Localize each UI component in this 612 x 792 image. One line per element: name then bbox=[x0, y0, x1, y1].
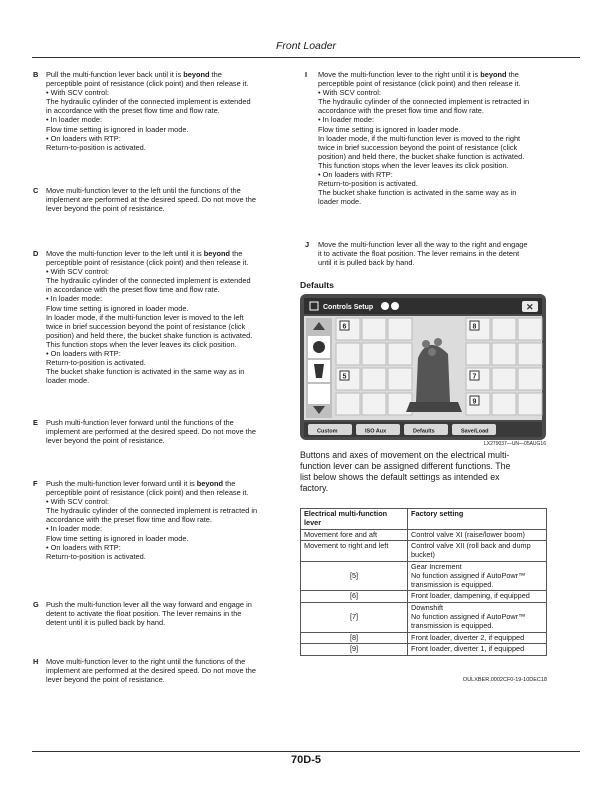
text-run: • In loader mode: bbox=[46, 524, 102, 534]
text-line bbox=[318, 152, 529, 161]
text-line bbox=[46, 436, 256, 445]
lever-cell: [7] bbox=[301, 603, 408, 632]
instruction-letter: B bbox=[33, 70, 39, 79]
text-run: the bbox=[506, 70, 519, 79]
close-icon: ✕ bbox=[526, 302, 534, 312]
text-line bbox=[46, 186, 256, 195]
text-run: in accordance with the preset flow time and flow rate. bbox=[46, 285, 220, 295]
text-line bbox=[46, 304, 252, 313]
assignment-slot[interactable] bbox=[492, 393, 516, 415]
text-run: beyond bbox=[183, 70, 210, 79]
text-line bbox=[46, 285, 252, 294]
slot-number-5: 5 bbox=[342, 373, 347, 381]
instruction-letter: C bbox=[33, 186, 39, 195]
text-line bbox=[46, 322, 252, 331]
button-label: ISO Aux bbox=[365, 428, 387, 435]
slot-number-8: 8 bbox=[472, 323, 477, 331]
text-run: • On loaders with RTP: bbox=[318, 170, 393, 180]
assignment-slot[interactable] bbox=[362, 393, 386, 415]
text-line bbox=[46, 675, 256, 684]
setting-cell bbox=[408, 632, 547, 644]
text-line bbox=[46, 418, 256, 427]
setting-line: transmission is equipped. bbox=[411, 579, 494, 589]
text-run: loader mode. bbox=[46, 376, 90, 386]
help-icon bbox=[391, 302, 399, 310]
text-line bbox=[318, 179, 529, 188]
text-line bbox=[46, 515, 257, 524]
instruction-text bbox=[318, 240, 528, 267]
text-run: the bbox=[230, 249, 243, 258]
text-run: • In loader mode: bbox=[46, 294, 102, 304]
setting-cell bbox=[408, 644, 547, 656]
setting-line: Front loader, diverter 1, if equipped bbox=[411, 644, 525, 654]
text-run: • With SCV control: bbox=[46, 88, 109, 98]
text-line bbox=[46, 249, 252, 258]
instruction-text bbox=[318, 70, 529, 206]
text-run: lever beyond the point of resistance. bbox=[46, 204, 165, 214]
text-run: Move the multi-function lever to the right until it is bbox=[318, 70, 481, 79]
text-run: Pull the multi-function lever back until it is bbox=[46, 70, 184, 79]
controls-setup-figure bbox=[300, 294, 546, 440]
text-run: • With SCV control: bbox=[46, 497, 109, 507]
text-run: Move multi-function lever to the left until the functions of the bbox=[46, 186, 241, 195]
text-run: loader mode. bbox=[318, 197, 362, 207]
intro-line: factory. bbox=[300, 483, 329, 493]
assignment-slot[interactable] bbox=[362, 318, 386, 340]
setting-line: bucket) bbox=[411, 550, 435, 560]
lever-cell: Movement to right and left bbox=[301, 541, 408, 562]
text-line bbox=[46, 666, 256, 675]
text-run: • On loaders with RTP: bbox=[46, 542, 121, 552]
text-run: • With SCV control: bbox=[46, 267, 109, 277]
text-line bbox=[46, 427, 256, 436]
text-run: • On loaders with RTP: bbox=[46, 349, 121, 359]
text-run: The bucket shake function is activated in the same way as in bbox=[318, 188, 517, 198]
text-run: • In loader mode: bbox=[46, 115, 102, 125]
text-line bbox=[46, 479, 257, 488]
text-line bbox=[46, 97, 251, 106]
instruction-letter: H bbox=[33, 657, 39, 666]
setting-cell bbox=[408, 591, 547, 603]
text-run: • In loader mode: bbox=[318, 115, 374, 125]
text-line bbox=[46, 657, 256, 666]
intro-line: list below shows the default settings as intended ex bbox=[300, 472, 500, 482]
lever-cell: [5] bbox=[301, 561, 408, 590]
text-run: This function stops when the lever leaves its click position. bbox=[318, 160, 509, 170]
text-run: Push the multi-function lever all the way forward and engage in bbox=[46, 600, 252, 609]
text-line bbox=[46, 600, 252, 609]
table-header-row bbox=[301, 509, 547, 530]
buttons-tab-icon[interactable] bbox=[308, 384, 330, 404]
text-run: perceptible point of resistance (click point) and then release it. bbox=[318, 79, 521, 89]
text-line bbox=[46, 79, 251, 88]
text-line bbox=[318, 106, 529, 115]
instruction-letter: I bbox=[305, 70, 308, 79]
text-run: Return-to-position is activated. bbox=[318, 179, 418, 189]
instruction-text bbox=[46, 186, 256, 213]
table-header-setting: Factory setting bbox=[408, 509, 547, 530]
text-line bbox=[318, 161, 529, 170]
assignment-slot[interactable] bbox=[518, 368, 542, 390]
text-line bbox=[46, 358, 252, 367]
assignment-slot[interactable] bbox=[518, 343, 542, 365]
assignment-slot[interactable] bbox=[388, 368, 412, 390]
page-number: 70D-5 bbox=[291, 754, 321, 766]
text-run: • On loaders with RTP: bbox=[46, 133, 121, 143]
text-run: The hydraulic cylinder of the connected implement is retracted in bbox=[46, 506, 258, 516]
assignment-slot[interactable] bbox=[518, 318, 542, 340]
text-line bbox=[46, 88, 251, 97]
assignment-slot[interactable] bbox=[492, 368, 516, 390]
text-line bbox=[46, 294, 252, 303]
instruction-text bbox=[46, 600, 252, 627]
text-run: perceptible point of resistance (click point) and then release it. bbox=[46, 79, 249, 89]
text-run: beyond bbox=[196, 479, 224, 488]
setting-line: Control valve XII (roll back and dump bbox=[411, 541, 531, 551]
text-run: Return-to-position is activated. bbox=[46, 551, 146, 561]
text-line bbox=[318, 125, 529, 134]
text-line bbox=[46, 543, 257, 552]
text-line bbox=[46, 340, 252, 349]
text-line bbox=[46, 125, 251, 134]
setting-line: Control valve XI (raise/lower boom) bbox=[411, 529, 525, 539]
text-line bbox=[46, 349, 252, 358]
text-run: Return-to-position is activated. bbox=[46, 142, 146, 152]
slot-number-9: 9 bbox=[472, 398, 477, 406]
text-run: Move multi-function lever to the right until the functions of the bbox=[46, 657, 246, 666]
text-run: This function stops when the lever leaves its click position. bbox=[46, 339, 237, 349]
instruction-letter: G bbox=[33, 600, 39, 609]
text-run: Flow time setting is ignored in loader mode. bbox=[46, 533, 189, 543]
text-line bbox=[318, 240, 528, 249]
text-line bbox=[46, 204, 256, 213]
text-line bbox=[46, 106, 251, 115]
text-line bbox=[46, 376, 252, 385]
text-line bbox=[318, 258, 528, 267]
text-run: lever beyond the point of resistance. bbox=[46, 675, 165, 685]
text-line bbox=[318, 70, 529, 79]
instruction-letter: F bbox=[33, 479, 38, 488]
assignment-slot[interactable] bbox=[388, 318, 412, 340]
text-run: Move the multi-function lever to the left until it is bbox=[46, 249, 204, 258]
setting-line: No function assigned if AutoPowr™ bbox=[411, 570, 526, 580]
lever-cell: [6] bbox=[301, 591, 408, 603]
text-run: implement are performed at the desired speed. Do not move the bbox=[46, 666, 256, 676]
text-run: position) and held there, the bucket shake function is activated. bbox=[318, 151, 525, 161]
table-row bbox=[301, 561, 547, 590]
table-row bbox=[301, 529, 547, 541]
setting-line: transmission is equipped. bbox=[411, 620, 494, 630]
instruction-letter: J bbox=[305, 240, 310, 249]
text-line bbox=[318, 170, 529, 179]
table-header-lever: Electrical multi-function lever bbox=[301, 509, 408, 530]
header-rule bbox=[32, 57, 580, 58]
assignment-slot[interactable] bbox=[336, 343, 360, 365]
text-run: perceptible point of resistance (click point) and then release it. bbox=[46, 258, 249, 268]
text-run: In loader mode, if the multi-function lever is moved to the right bbox=[318, 133, 521, 143]
text-line bbox=[46, 534, 257, 543]
text-run: detent until it is pulled back by hand. bbox=[46, 618, 166, 628]
text-line bbox=[46, 134, 251, 143]
button-label: Custom bbox=[317, 428, 338, 435]
page-header: Front Loader bbox=[275, 40, 337, 52]
text-line bbox=[318, 143, 529, 152]
text-run: Return-to-position is activated. bbox=[46, 358, 146, 368]
text-run: position) and held there, the bucket shake function is activated. bbox=[46, 330, 253, 340]
intro-line: function lever can be assigned different functions. The bbox=[300, 461, 511, 471]
text-line bbox=[46, 143, 251, 152]
setting-cell bbox=[408, 603, 547, 632]
text-run: beyond bbox=[480, 70, 507, 79]
text-line bbox=[318, 134, 529, 143]
instruction-text bbox=[46, 70, 251, 152]
text-run: perceptible point of resistance (click point) and then release it. bbox=[46, 488, 249, 498]
table-row bbox=[301, 541, 547, 562]
defaults-intro bbox=[300, 450, 548, 494]
info-icon bbox=[381, 302, 389, 310]
button-label: Save/Load bbox=[461, 428, 489, 435]
text-line bbox=[46, 70, 251, 79]
defaults-table bbox=[300, 508, 547, 656]
assignment-slot[interactable] bbox=[336, 393, 360, 415]
text-run: Flow time setting is ignored in loader mode. bbox=[318, 124, 461, 134]
lever-cell: [9] bbox=[301, 644, 408, 656]
text-run: Flow time setting is ignored in loader mode. bbox=[46, 303, 189, 313]
figure-caption: LX279037—UN—05AUG16 bbox=[484, 441, 546, 447]
lever-cell: [8] bbox=[301, 632, 408, 644]
slot-number-6: 6 bbox=[342, 323, 347, 331]
instruction-text bbox=[46, 657, 256, 684]
text-line bbox=[46, 115, 251, 124]
text-line bbox=[46, 618, 252, 627]
text-run: the bbox=[209, 70, 222, 79]
text-run: accordance with the preset flow time and flow rate. bbox=[46, 515, 212, 525]
text-line bbox=[318, 88, 529, 97]
table-row bbox=[301, 632, 547, 644]
text-line bbox=[318, 249, 528, 258]
assignment-slot[interactable] bbox=[362, 343, 386, 365]
text-line bbox=[46, 506, 257, 515]
text-line bbox=[318, 188, 529, 197]
text-run: accordance with the preset flow time and flow rate. bbox=[318, 106, 484, 116]
text-run: the bbox=[223, 479, 236, 488]
setting-cell bbox=[408, 529, 547, 541]
assignment-slot[interactable] bbox=[388, 343, 412, 365]
instruction-text bbox=[46, 479, 257, 561]
text-line bbox=[46, 552, 257, 561]
defaults-heading: Defaults bbox=[300, 280, 334, 290]
text-run: implement are performed at the desired speed. Do not move the bbox=[46, 427, 256, 437]
slot-number-7: 7 bbox=[472, 373, 477, 381]
table-row bbox=[301, 603, 547, 632]
setting-cell bbox=[408, 541, 547, 562]
setting-cell bbox=[408, 561, 547, 590]
text-run: The hydraulic cylinder of the connected implement is extended bbox=[46, 97, 251, 107]
text-line bbox=[46, 497, 257, 506]
text-line bbox=[318, 79, 529, 88]
text-run: The hydraulic cylinder of the connected implement is retracted in bbox=[318, 97, 530, 107]
assignment-slot[interactable] bbox=[362, 368, 386, 390]
intro-line: Buttons and axes of movement on the electrical multi- bbox=[300, 450, 510, 460]
instruction-letter: E bbox=[33, 418, 38, 427]
text-run: implement are performed at the desired speed. Do not move the bbox=[46, 195, 256, 205]
text-run: beyond bbox=[203, 249, 231, 258]
text-run: Flow time setting is ignored in loader mode. bbox=[46, 124, 189, 134]
instruction-letter: D bbox=[33, 249, 39, 258]
table-row bbox=[301, 644, 547, 656]
text-run: lever beyond the point of resistance. bbox=[46, 436, 165, 446]
setting-line: No function assigned if AutoPowr™ bbox=[411, 611, 526, 621]
controls-setup-screen bbox=[300, 294, 546, 440]
text-line bbox=[46, 524, 257, 533]
text-line bbox=[318, 197, 529, 206]
footer-rule bbox=[32, 751, 580, 752]
text-run: twice in brief succession beyond the point of resistance (click bbox=[318, 142, 518, 152]
setting-line: Gear Increment bbox=[411, 561, 462, 571]
setting-line: Downshift bbox=[411, 603, 444, 613]
text-run: until it is pulled back by hand. bbox=[318, 258, 415, 268]
table-row bbox=[301, 591, 547, 603]
figure-title: Controls Setup bbox=[323, 304, 374, 311]
assignment-slot[interactable] bbox=[492, 343, 516, 365]
text-line bbox=[318, 97, 529, 106]
text-line bbox=[46, 195, 256, 204]
setting-line: Front loader, diverter 2, if equipped bbox=[411, 632, 525, 642]
assignment-slot[interactable] bbox=[518, 393, 542, 415]
text-line bbox=[46, 367, 252, 376]
text-line bbox=[46, 488, 257, 497]
text-line bbox=[46, 609, 252, 618]
text-run: Move the multi-function lever all the way to the right and engage bbox=[318, 240, 528, 249]
text-line bbox=[46, 331, 252, 340]
text-run: detent to activate the float position. The lever remains in the bbox=[46, 609, 242, 619]
text-line bbox=[46, 276, 252, 285]
text-run: twice in brief succession beyond the point of resistance (click bbox=[46, 321, 246, 331]
document-reference: OULXBER,0002CF0-19-10DEC18 bbox=[462, 677, 547, 683]
instruction-text bbox=[46, 418, 256, 445]
text-line bbox=[46, 313, 252, 322]
button-label: Defaults bbox=[413, 428, 435, 435]
assignment-slot[interactable] bbox=[492, 318, 516, 340]
assignment-slot[interactable] bbox=[466, 343, 490, 365]
text-run: In loader mode, if the multi-function lever is moved to the left bbox=[46, 312, 244, 322]
instruction-text bbox=[46, 249, 252, 385]
text-run: • With SCV control: bbox=[318, 88, 381, 98]
text-run: The hydraulic cylinder of the connected implement is extended bbox=[46, 276, 251, 286]
text-run: in accordance with the preset flow time and flow rate. bbox=[46, 106, 220, 116]
text-line bbox=[46, 258, 252, 267]
text-run: Push the multi-function lever forward until it is bbox=[46, 479, 197, 488]
text-line bbox=[318, 115, 529, 124]
lever-cell: Movement fore and aft bbox=[301, 529, 408, 541]
setting-line: Front loader, dampening, if equipped bbox=[411, 591, 530, 601]
text-run: The bucket shake function is activated in the same way as in bbox=[46, 367, 245, 377]
text-run: it to activate the float position. The lever remains in the detent bbox=[318, 249, 520, 259]
text-run: Push multi-function lever forward until the functions of the bbox=[46, 418, 234, 427]
text-line bbox=[46, 267, 252, 276]
